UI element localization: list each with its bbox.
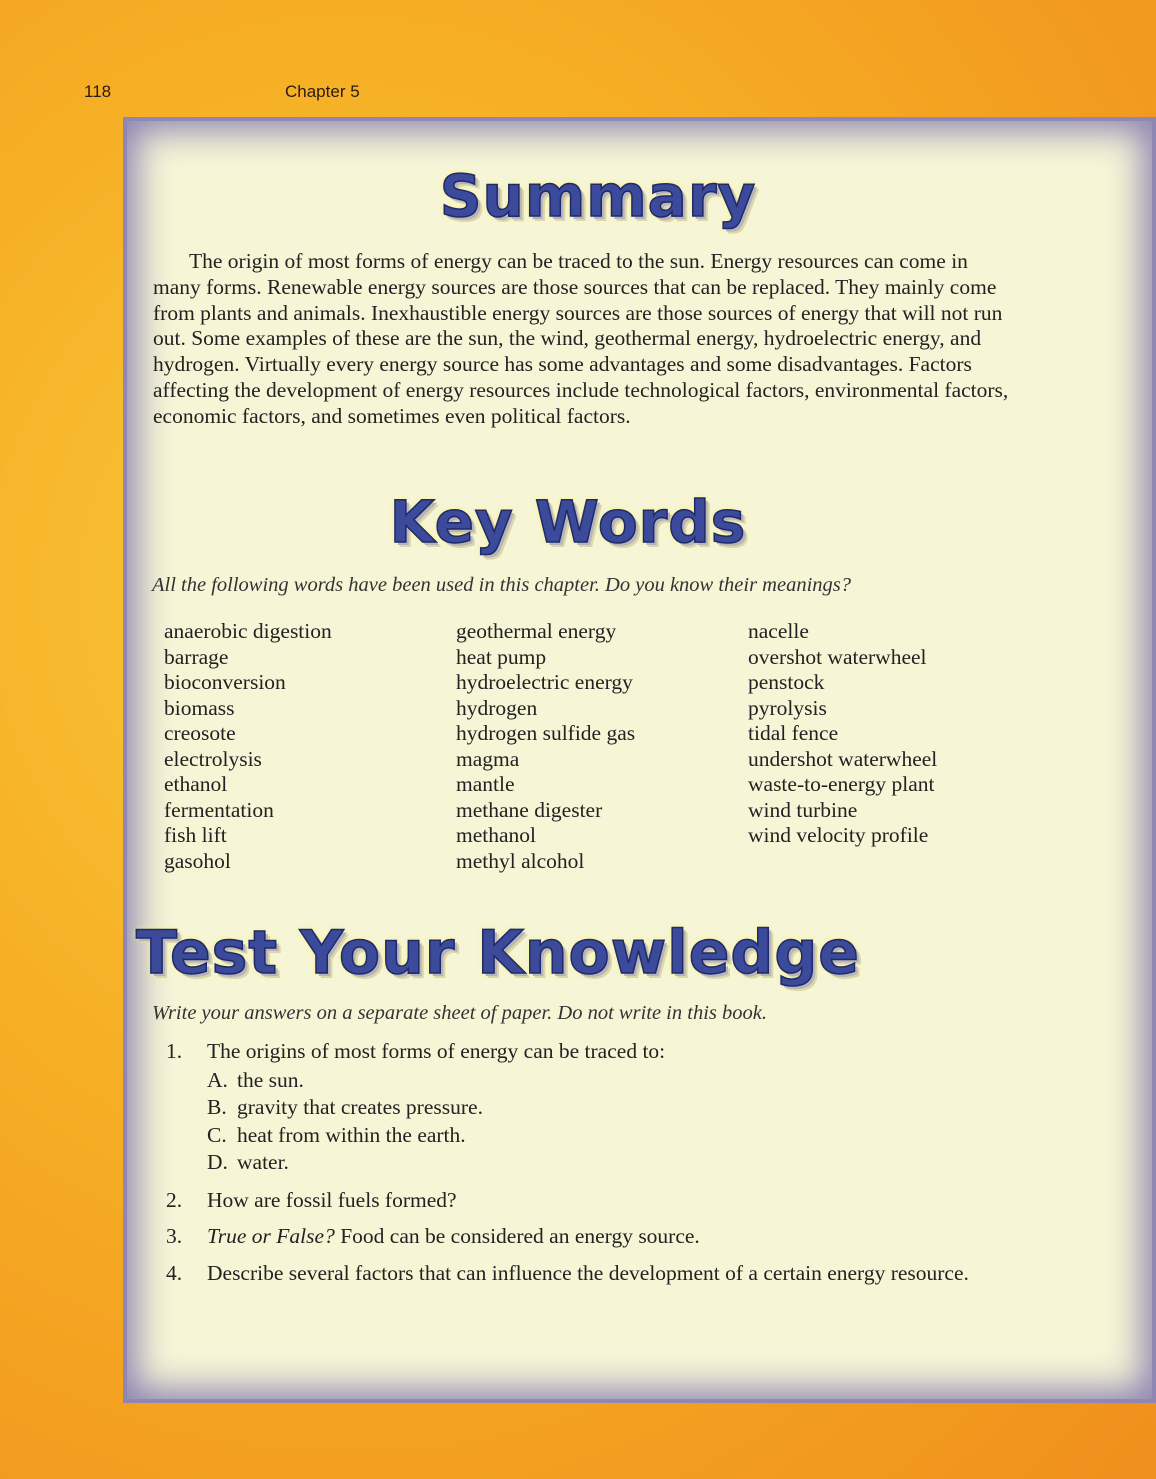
answer-option xyxy=(207,1094,996,1122)
test-title: Test Your Knowledge xyxy=(136,918,860,988)
answer-options xyxy=(207,1067,996,1177)
page-number: 118 xyxy=(84,82,112,101)
option-letter: B. xyxy=(207,1095,227,1119)
key-word: hydroelectric energy xyxy=(456,670,633,694)
option-text: the sun. xyxy=(237,1067,304,1092)
key-word: penstock xyxy=(748,670,825,694)
answer-option xyxy=(207,1067,996,1095)
question-1 xyxy=(166,1039,996,1177)
key-word: heat pump xyxy=(456,644,547,669)
question-number: 1. xyxy=(166,1039,183,1063)
question-text: Describe several factors that can influence the development of a certain energy resource. xyxy=(207,1260,969,1285)
key-word: magma xyxy=(456,746,520,771)
key-word: creosote xyxy=(164,721,236,745)
option-text: gravity that creates pressure. xyxy=(237,1095,483,1119)
answer-option xyxy=(207,1122,996,1150)
key-word: barrage xyxy=(164,644,229,669)
question-text: Food can be considered an energy source. xyxy=(334,1224,700,1248)
key-word: geothermal energy xyxy=(456,619,617,643)
key-word: nacelle xyxy=(748,619,809,643)
question-4 xyxy=(166,1261,996,1287)
chapter-label: Chapter 5 xyxy=(285,82,360,101)
true-false-prefix: True or False? xyxy=(207,1224,335,1248)
key-word: fish lift xyxy=(164,823,227,847)
key-word: pyrolysis xyxy=(748,695,827,720)
summary-paragraph: The origin of most forms of energy can be traced to the sun. Energy resources can come in many forms. Renewable energy sources are those sources that can be replaced. They mainly come from plants and animals. Inexhaustible energy sources are those sources of energy that will not run out. Some examples of these are the sun, the wind, geothermal energy, hydroelectric energy, and hydrogen. Virtually every energy source has some advantages and some disadvantages. Factors affecting the development of energy resources include technological factors, environmental factors, economic factors, and sometimes even political factors. xyxy=(153,249,1009,428)
option-letter: A. xyxy=(207,1067,228,1092)
key-words-column-2 xyxy=(456,619,635,874)
option-text: water. xyxy=(237,1150,289,1174)
question-list xyxy=(166,1039,996,1297)
key-word: waste-to-energy plant xyxy=(748,772,935,796)
summary-title: Summary xyxy=(439,162,757,230)
key-words-instruction: All the following words have been used in this chapter. Do you know their meanings? xyxy=(152,574,852,596)
key-word: tidal fence xyxy=(748,721,839,745)
key-word: ethanol xyxy=(164,772,228,796)
key-word: fermentation xyxy=(164,797,274,822)
key-words-title: Key Words xyxy=(389,488,747,556)
key-word: wind turbine xyxy=(748,797,858,822)
key-word: mantle xyxy=(456,772,515,796)
key-word: hydrogen xyxy=(456,695,538,720)
key-word: bioconversion xyxy=(164,670,286,694)
answer-option xyxy=(207,1149,996,1177)
key-word: wind velocity profile xyxy=(748,823,929,847)
question-2 xyxy=(166,1188,996,1214)
option-text: heat from within the earth. xyxy=(237,1122,466,1147)
option-letter: C. xyxy=(207,1122,227,1147)
option-letter: D. xyxy=(207,1150,228,1174)
key-word: overshot waterwheel xyxy=(748,644,927,669)
key-words-column-3 xyxy=(748,619,937,849)
page-header xyxy=(84,82,1156,102)
key-word: methanol xyxy=(456,823,537,847)
key-word: undershot waterwheel xyxy=(748,746,938,771)
key-word: methane digester xyxy=(456,797,603,822)
question-3 xyxy=(166,1224,996,1250)
key-word: methyl alcohol xyxy=(456,848,585,873)
question-text: The origins of most forms of energy can be traced to: xyxy=(207,1039,666,1063)
key-word: gasohol xyxy=(164,848,231,873)
question-number: 4. xyxy=(166,1260,183,1285)
key-word: anaerobic digestion xyxy=(164,619,332,643)
question-text: How are fossil fuels formed? xyxy=(207,1187,457,1212)
test-instruction: Write your answers on a separate sheet of paper. Do not write in this book. xyxy=(152,1002,767,1024)
question-number: 3. xyxy=(166,1224,183,1248)
key-words-column-1 xyxy=(164,619,332,874)
key-word: electrolysis xyxy=(164,746,262,771)
key-word: biomass xyxy=(164,695,235,720)
key-word: hydrogen sulfide gas xyxy=(456,721,636,745)
question-number: 2. xyxy=(166,1187,183,1212)
